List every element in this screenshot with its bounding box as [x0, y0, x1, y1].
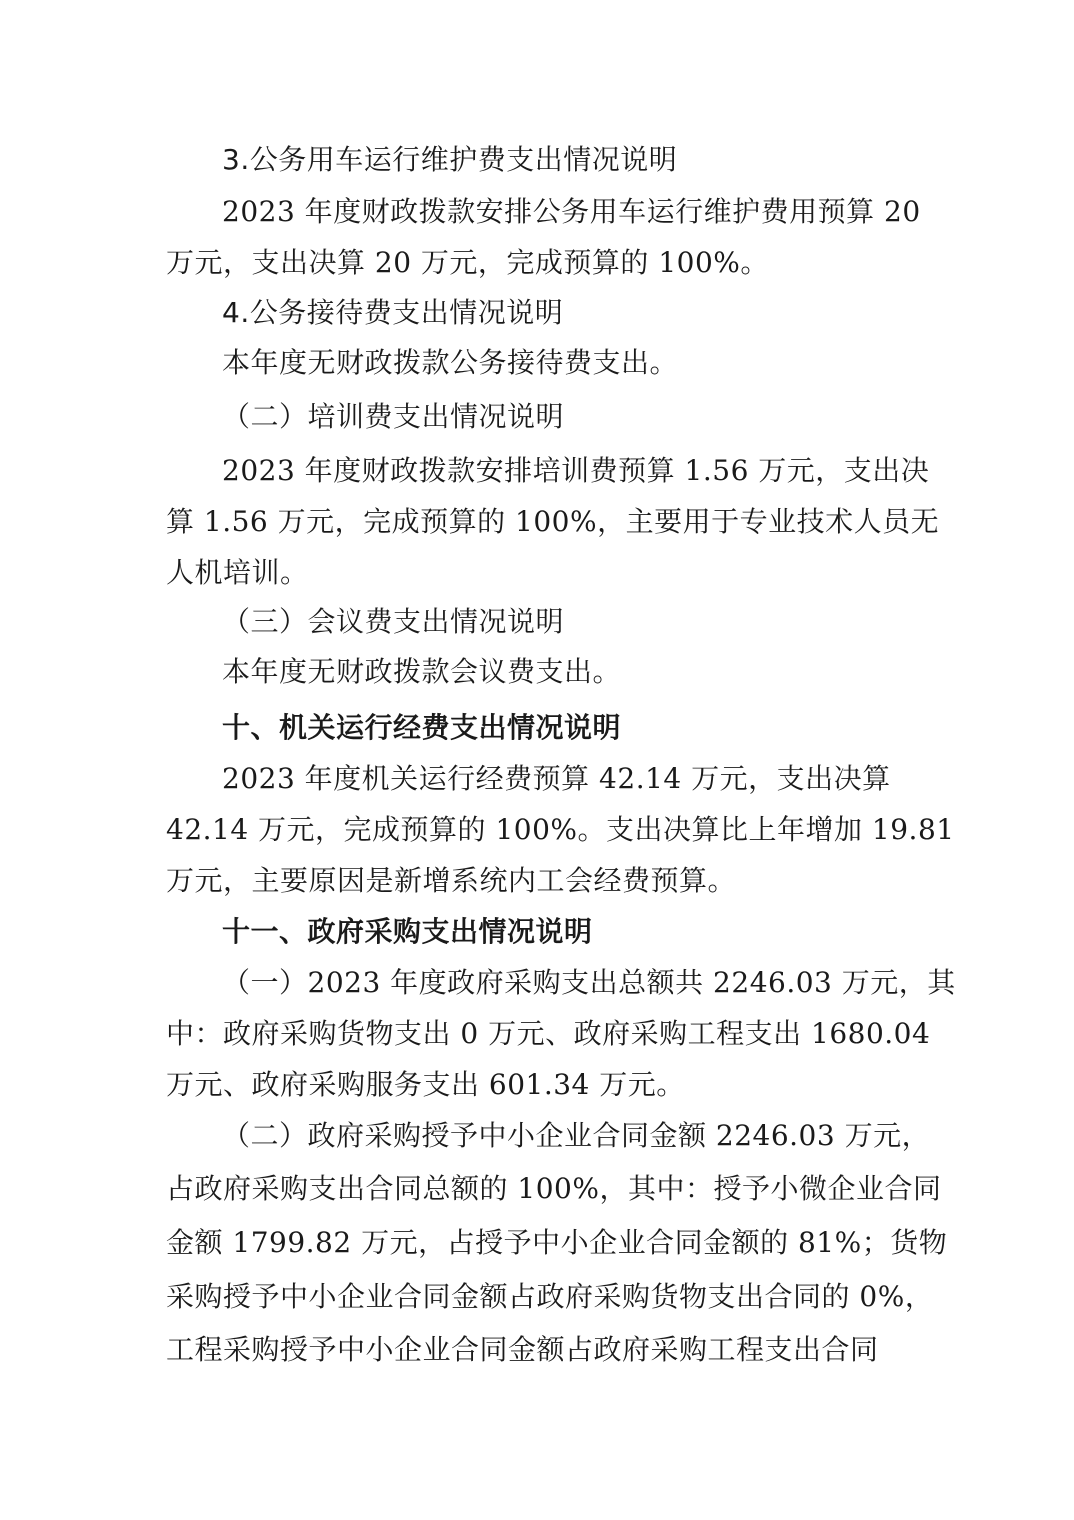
paragraph-line: 采购授予中小企业合同金额占政府采购货物支出合同的 0%， — [166, 1280, 934, 1313]
paragraph-line: 万元、政府采购服务支出 601.34 万元。 — [166, 1068, 685, 1101]
paragraph-line: 42.14 万元，完成预算的 100%。支出决算比上年增加 19.81 — [166, 813, 955, 846]
paragraph-line: 万元，主要原因是新增系统内工会经费预算。 — [166, 864, 737, 897]
section-heading-reception: 4.公务接待费支出情况说明 — [222, 296, 564, 329]
paragraph-line: 万元，支出决算 20 万元，完成预算的 100%。 — [166, 246, 769, 279]
section-heading-meeting: （三）会议费支出情况说明 — [222, 605, 565, 638]
paragraph-line: （二）政府采购授予中小企业合同金额 2246.03 万元， — [222, 1119, 931, 1152]
paragraph-line: 算 1.56 万元，完成预算的 100%，主要用于专业技术人员无 — [166, 505, 940, 538]
section-heading-training: （二）培训费支出情况说明 — [222, 400, 565, 433]
paragraph-line: 人机培训。 — [166, 556, 309, 589]
paragraph-line: 2023 年度财政拨款安排培训费预算 1.56 万元，支出决 — [222, 454, 930, 487]
paragraph-line: 工程采购授予中小企业合同金额占政府采购工程支出合同 — [166, 1333, 879, 1366]
paragraph-line: 占政府采购支出合同总额的 100%，其中：授予小微企业合同 — [166, 1172, 942, 1205]
paragraph-line: 2023 年度财政拨款安排公务用车运行维护费用预算 20 — [222, 195, 921, 228]
paragraph-line: 本年度无财政拨款会议费支出。 — [222, 655, 622, 688]
section-heading-procurement: 十一、政府采购支出情况说明 — [222, 915, 593, 948]
paragraph-line: 本年度无财政拨款公务接待费支出。 — [222, 346, 679, 379]
paragraph-line: （一）2023 年度政府采购支出总额共 2246.03 万元，其 — [222, 966, 956, 999]
paragraph-line: 2023 年度机关运行经费预算 42.14 万元，支出决算 — [222, 762, 891, 795]
section-heading-agency-operation: 十、机关运行经费支出情况说明 — [222, 711, 622, 744]
paragraph-line: 中：政府采购货物支出 0 万元、政府采购工程支出 1680.04 — [166, 1017, 931, 1050]
section-heading-vehicle-maintenance: 3.公务用车运行维护费支出情况说明 — [222, 143, 678, 176]
paragraph-line: 金额 1799.82 万元，占授予中小企业合同金额的 81%；货物 — [166, 1226, 948, 1259]
